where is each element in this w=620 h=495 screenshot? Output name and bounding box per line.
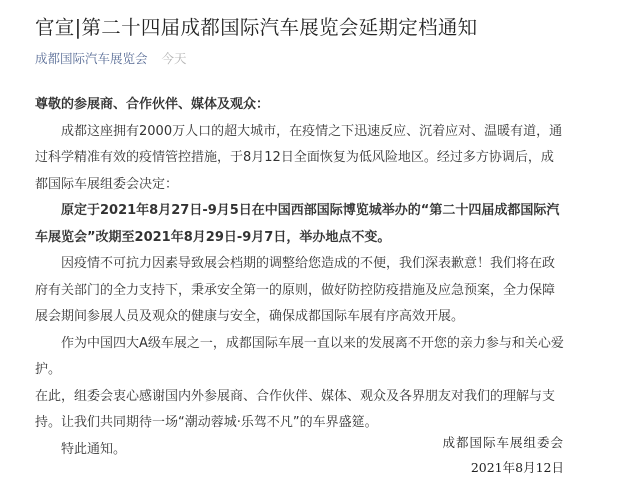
article-body (35, 92, 565, 463)
signature-organization: 成都国际车展组委会 (442, 435, 564, 450)
paragraph-intro: 成都这座拥有2000万人口的超大城市，在疫情之下迅速反应、沉着应对、温暖有道，通过科学精准有效的疫情管控措施，于8月12日全面恢复为低风险地区。经过多方协调后，成都国际车展组委会决定： (35, 123, 563, 192)
author-link[interactable]: 成都国际汽车展览会 (35, 51, 148, 66)
article-title: 官宣|第二十四届成都国际汽车展览会延期定档通知 (35, 16, 478, 39)
greeting: 尊敬的参展商、合作伙伴、媒体及观众： (35, 97, 270, 112)
signature-date: 2021年8月12日 (470, 460, 564, 475)
publish-time: 今天 (161, 51, 187, 66)
paragraph-decision: 原定于2021年8月27日-9月5日在中国西部国际博览城举办的“第二十四届成都国际汽车展览会”改期至2021年8月29日-9月7日，举办地点不变。 (35, 203, 560, 245)
signature-block (442, 430, 564, 480)
paragraph-status: 作为中国四大A级车展之一，成都国际车展一直以来的发展离不开您的亲力参与和关心爱护。 (35, 335, 564, 377)
paragraph-apology: 因疫情不可抗力因素导致展会档期的调整给您造成的不便，我们深表歉意！我们将在政府有关部门的全力支持下，秉承安全第一的原则，做好防控防疫措施及应急预案，全力保障展会期间参展人员及观众的健康与安全，确保成都国际车展有序高效开展。 (35, 256, 556, 324)
article-meta (35, 49, 187, 67)
paragraph-closing: 特此通知。 (61, 441, 127, 457)
paragraph-thanks: 在此，组委会衷心感谢国内外参展商、合作伙伴、媒体、观众及各界朋友对我们的理解与支持。让我们共同期待一场“潮动蓉城·乐驾不凡”的车界盛筵。 (35, 388, 556, 430)
